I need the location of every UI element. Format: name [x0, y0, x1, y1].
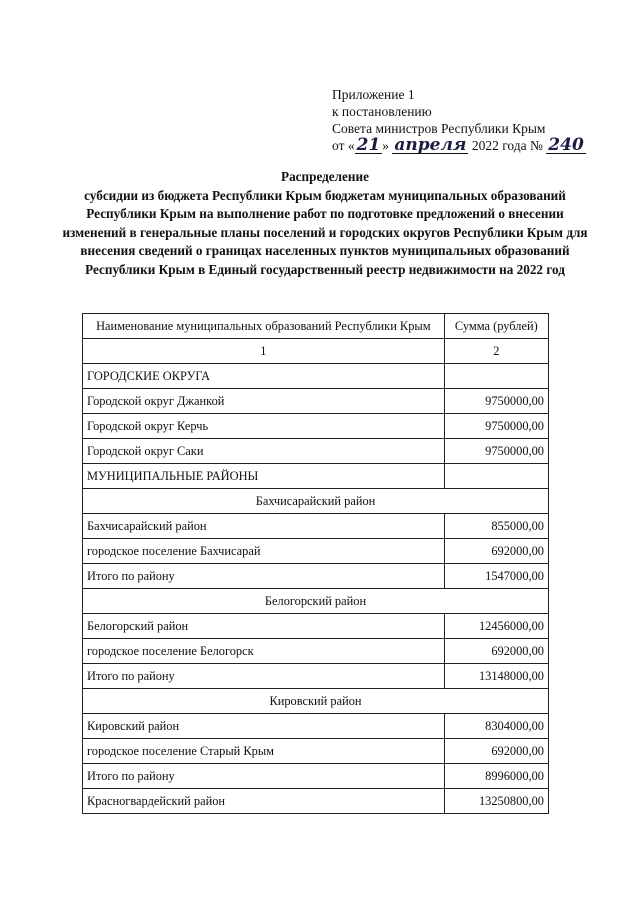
date-mid: » [382, 138, 390, 153]
row-sum: 692000,00 [444, 539, 548, 564]
table-row [83, 764, 549, 789]
table-row [83, 639, 549, 664]
row-name: городское поселение Белогорск [83, 639, 445, 664]
row-sum [444, 364, 548, 389]
table-row [83, 664, 549, 689]
table-row [83, 514, 549, 539]
row-name: Городской округ Джанкой [83, 389, 445, 414]
table-row [83, 414, 549, 439]
table-row [83, 464, 549, 489]
appendix-line-2: к постановлению [332, 104, 432, 119]
section-row [83, 589, 549, 614]
table-row [83, 714, 549, 739]
col1-header: Наименование муниципальных образований Республики Крым [83, 314, 445, 339]
document-title [60, 168, 590, 280]
row-sum: 9750000,00 [444, 389, 548, 414]
decree-number: 240 [548, 135, 584, 155]
row-name: городское поселение Старый Крым [83, 739, 445, 764]
appendix-date-line [332, 137, 586, 154]
row-name: Белогорский район [83, 614, 445, 639]
row-sum: 855000,00 [444, 514, 548, 539]
col2-number: 2 [444, 339, 548, 364]
row-sum: 8996000,00 [444, 764, 548, 789]
row-sum: 8304000,00 [444, 714, 548, 739]
row-name: городское поселение Бахчисарай [83, 539, 445, 564]
col1-number: 1 [83, 339, 445, 364]
row-name: Бахчисарайский район [83, 514, 445, 539]
row-name: Кировский район [83, 714, 445, 739]
table-row [83, 389, 549, 414]
row-sum: 692000,00 [444, 639, 548, 664]
table-header-row [83, 314, 549, 339]
row-name: Итого по району [83, 664, 445, 689]
section-row [83, 489, 549, 514]
title-heading: Распределение [281, 169, 369, 184]
row-name: Итого по району [83, 764, 445, 789]
row-sum: 12456000,00 [444, 614, 548, 639]
row-sum: 13148000,00 [444, 664, 548, 689]
row-sum: 9750000,00 [444, 414, 548, 439]
appendix-block [332, 86, 586, 154]
row-name: Красногвардейский район [83, 789, 445, 814]
distribution-table [82, 313, 549, 814]
table-row [83, 364, 549, 389]
table-row [83, 739, 549, 764]
table-row [83, 539, 549, 564]
date-month: апреля [394, 135, 467, 155]
title-body: субсидии из бюджета Республики Крым бюджетам муниципальных образований Республики Крым на выполнение работ по подготовке предложений о внесении изменений в генеральные планы поселений и городских округов Республики Крым для внесения сведений о границах населенных пунктов муниципальных образований Республики Крым в Единый государственный реестр недвижимости на 2022 год [62, 187, 588, 277]
table-row [83, 439, 549, 464]
table-row [83, 614, 549, 639]
section-row [83, 689, 549, 714]
date-year: 2022 года № [471, 138, 543, 153]
col2-header: Сумма (рублей) [444, 314, 548, 339]
section-title: Бахчисарайский район [83, 489, 549, 514]
section-title: Кировский район [83, 689, 549, 714]
table-row [83, 789, 549, 814]
row-name: Итого по району [83, 564, 445, 589]
table-row [83, 564, 549, 589]
row-name: МУНИЦИПАЛЬНЫЕ РАЙОНЫ [83, 464, 445, 489]
row-name: Городской округ Керчь [83, 414, 445, 439]
row-sum: 13250800,00 [444, 789, 548, 814]
row-sum [444, 464, 548, 489]
row-sum: 9750000,00 [444, 439, 548, 464]
row-name: Городской округ Саки [83, 439, 445, 464]
row-sum: 692000,00 [444, 739, 548, 764]
appendix-line-3: Совета министров Республики Крым [332, 121, 546, 136]
date-day: 21 [356, 135, 381, 155]
appendix-line-1: Приложение 1 [332, 87, 415, 102]
table-number-row [83, 339, 549, 364]
section-title: Белогорский район [83, 589, 549, 614]
row-name: ГОРОДСКИЕ ОКРУГА [83, 364, 445, 389]
date-prefix: от « [332, 138, 355, 153]
row-sum: 1547000,00 [444, 564, 548, 589]
